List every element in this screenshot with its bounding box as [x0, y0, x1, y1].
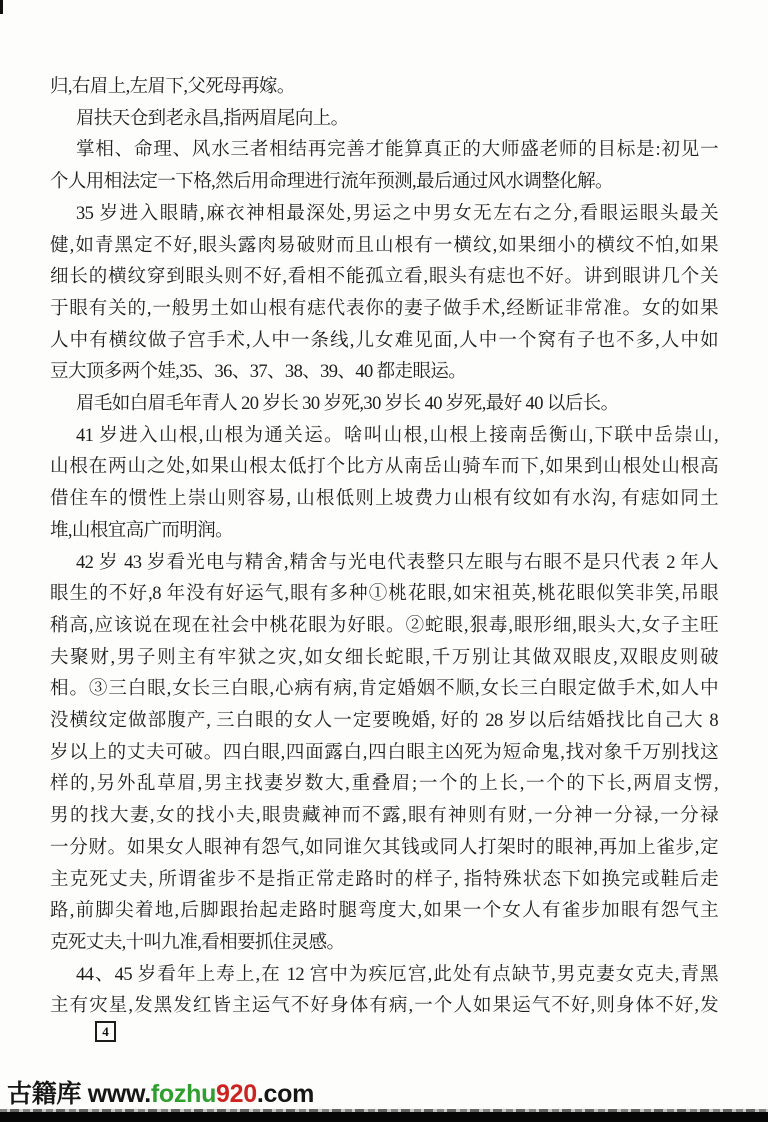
text-line: 没横纹定做部腹产, 三白眼的女人一定要晚婚, 好的 28 岁以后结婚找比自己大 8	[50, 711, 718, 732]
text-line: 路,前脚尖着地,后脚跟抬起走路时腿弯度大,如果一个女人有雀步加眼有怨气主	[50, 901, 718, 922]
text-line: 堆,山根宜高广而明润。	[50, 520, 234, 541]
page-number: 4	[95, 1021, 116, 1042]
text-line: 豆大顶多两个娃,35、36、37、38、39、40 都走眼运。	[50, 362, 467, 383]
watermark-url-tld: .com	[256, 1080, 315, 1108]
text-line: 岁以上的丈夫可破。四白眼,四面露白,四白眼主凶死为短命鬼,找对象千万别找这	[50, 742, 718, 763]
text-line: 健,如青黑定不好,眼头露肉易破财而且山根有一横纹,如果细小的横纹不怕,如果	[50, 235, 718, 256]
watermark-url-number: 920	[216, 1080, 257, 1108]
watermark-site-name: 古籍库	[7, 1080, 88, 1108]
text-line: 山根在两山之处,如果山根太低打个比方从南岳山骑车而下,如果到山根处山根高	[50, 457, 718, 478]
text-line: 借住车的惯性上崇山则容易, 山根低则上坡费力山根有纹如有水沟, 有痣如同土	[50, 489, 718, 510]
text-line: 眼生的不好,8 年没有好运气,眼有多种①桃花眼,如宋祖英,桃花眼似笑非笑,吊眼	[50, 584, 718, 605]
text-line: 细长的横纹穿到眼头则不好,看相不能孤立看,眼头有痣也不好。讲到眼讲几个关	[50, 267, 718, 288]
text-line: 42 岁 43 岁看光电与精舍,精舍与光电代表整只左眼与右眼不是只代表 2 年人	[76, 552, 718, 573]
text-line: 克死丈夫,十叫九准,看相要抓住灵感。	[50, 932, 345, 953]
text-line: 于眼有关的,一般男土如山根有痣代表你的妻子做手术,经断证非常准。女的如果	[50, 298, 718, 319]
scan-artifact-top-left	[0, 0, 3, 14]
watermark-url-www: www.	[87, 1080, 151, 1108]
watermark-url-name: fozhu	[150, 1080, 217, 1108]
text-line: 相。③三白眼,女长三白眼,心病有病,肯定婚姻不顺,女长三白眼定做手术,如人中	[50, 679, 718, 700]
text-line: 归,右眉上,左眉下,父死母再嫁。	[50, 77, 295, 97]
text-line: 眉毛如白眉毛年青人 20 岁长 30 岁死,30 岁长 40 岁死,最好 40 以后长。	[76, 394, 619, 415]
text-line: 主克死丈夫, 所谓雀步不是指正常走路时的样子, 指特殊状态下如换完或鞋后走	[50, 869, 718, 890]
watermark-bar	[7, 1074, 315, 1108]
text-line: 35 岁进入眼睛,麻衣神相最深处,男运之中男女无左右之分,看眼运眼头最关	[76, 203, 718, 224]
text-line: 夫聚财,男子则主有牢狱之灾,如女细长蛇眼,千万别让其做双眼皮,双眼皮则破	[50, 647, 718, 668]
text-line: 掌相、命理、风水三者相结再完善才能算真正的大师盛老师的目标是:初见一	[76, 140, 718, 161]
text-line: 稍高,应该说在现在社会中桃花眼为好眼。②蛇眼,狠毒,眼形细,眼头大,女子主旺	[50, 615, 718, 636]
text-line: 个人用相法定一下格,然后用命理进行流年预测,最后通过风水调整化解。	[50, 172, 613, 193]
text-line: 人中有横纹做子宫手术,人中一条线,儿女难见面,人中一个窝有子也不多,人中如	[50, 330, 718, 351]
text-line: 主有灾星,发黑发红皆主运气不好身体有病,一个人如果运气不好,则身体不好,发	[50, 996, 718, 1017]
text-line: 一分财。如果女人眼神有怨气,如同谁欠其钱或同人打架时的眼神,再加上雀步,定	[50, 837, 718, 858]
text-line: 44、45 岁看年上寿上,在 12 宫中为疾厄宫,此处有点缺节,男克妻女克夫,青黑	[76, 964, 718, 985]
text-line: 男的找大妻,女的找小夫,眼贵藏神而不露,眼有神则有财,一分神一分禄,一分禄	[50, 806, 718, 827]
text-line: 41 岁进入山根,山根为通关运。啥叫山根,山根上接南岳衡山,下联中岳崇山,	[76, 425, 718, 446]
text-line: 样的,另外乱草眉,男主找妻岁数大,重叠眉;一个的上长,一个的下长,两眉支愣,	[50, 774, 718, 795]
text-line: 眉扶天仓到老永昌,指两眉尾向上。	[76, 108, 349, 129]
scan-edge-bar	[0, 1112, 768, 1122]
page-text-block	[50, 72, 718, 1023]
